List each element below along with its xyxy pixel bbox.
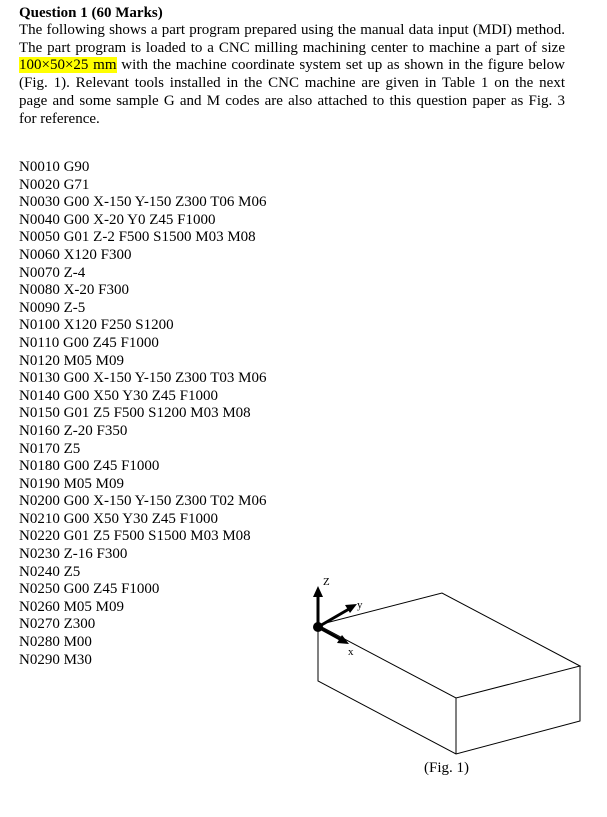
program-block: N0090 Z-5 [19, 299, 86, 316]
paragraph-line [19, 57, 565, 75]
program-block: N0250 G00 Z45 F1000 [19, 581, 160, 598]
program-block: N0240 Z5 [19, 563, 81, 580]
program-block: N0230 Z-16 F300 [19, 546, 128, 563]
program-block: N0200 G00 X-150 Y-150 Z300 T02 M06 [19, 493, 267, 510]
question-paragraph [19, 22, 565, 128]
workpiece-front-edges [318, 625, 580, 754]
program-block: N0020 G71 [19, 176, 90, 193]
program-block: N0220 G01 Z5 F500 S1500 M03 M08 [19, 528, 251, 545]
program-block: N0110 G00 Z45 F1000 [19, 334, 159, 351]
coordinate-axes [313, 586, 357, 644]
program-block: N0050 G01 Z-2 F500 S1500 M03 M08 [19, 229, 256, 246]
origin-point [313, 622, 323, 632]
program-block: N0180 G00 Z45 F1000 [19, 458, 160, 475]
paragraph-line: page and some sample G and M codes are also attached to this question paper as Fig. 3 [19, 92, 565, 109]
program-block: N0160 Z-20 F350 [19, 422, 128, 439]
paragraph-line: The part program is loaded to a CNC milling machining center to machine a part of size [19, 39, 565, 56]
program-block: N0010 G90 [19, 159, 90, 175]
paragraph-line: (Fig. 1). Relevant tools installed in the CNC machine are given in Table 1 on the next [19, 75, 565, 92]
program-block: N0170 Z5 [19, 440, 81, 457]
program-block: N0070 Z-4 [19, 264, 86, 281]
program-block: N0190 M05 M09 [19, 475, 125, 492]
figure-caption: (Fig. 1) [424, 760, 469, 776]
paragraph-line-rest: with the machine coordinate system set up as shown in the figure below [116, 57, 565, 74]
program-block: N0290 M30 [19, 651, 92, 668]
program-block: N0030 G00 X-150 Y-150 Z300 T06 M06 [19, 194, 267, 211]
program-block: N0080 X-20 F300 [19, 282, 130, 299]
z-axis-label: Z [323, 576, 330, 588]
program-block: N0260 M05 M09 [19, 598, 125, 615]
program-block: N0210 G00 X50 Y30 Z45 F1000 [19, 510, 219, 527]
program-block: N0120 M05 M09 [19, 352, 125, 369]
program-block: N0140 G00 X50 Y30 Z45 F1000 [19, 387, 219, 404]
program-block: N0060 X120 F300 [19, 246, 132, 263]
program-block: N0100 X120 F250 S1200 [19, 317, 174, 334]
program-block: N0150 G01 Z5 F500 S1200 M03 M08 [19, 405, 251, 422]
paragraph-line: for reference. [19, 110, 100, 127]
x-axis-label: x [348, 646, 354, 658]
program-block: N0130 G00 X-150 Y-150 Z300 T03 M06 [19, 370, 267, 387]
question-title: Question 1 (60 Marks) [19, 5, 163, 21]
part-program [19, 159, 267, 669]
paragraph-line: The following shows a part program prepared using the manual data input (MDI) method. [19, 22, 565, 38]
z-axis-arrowhead [313, 586, 323, 597]
part-size-highlight: 100×50×25 mm [19, 57, 117, 74]
program-block: N0280 M00 [19, 634, 92, 651]
workpiece-box [318, 593, 580, 754]
program-block: N0040 G00 X-20 Y0 Z45 F1000 [19, 211, 216, 228]
workpiece-figure [300, 570, 600, 780]
program-block: N0270 Z300 [19, 616, 96, 633]
y-axis-label: y [357, 599, 363, 611]
